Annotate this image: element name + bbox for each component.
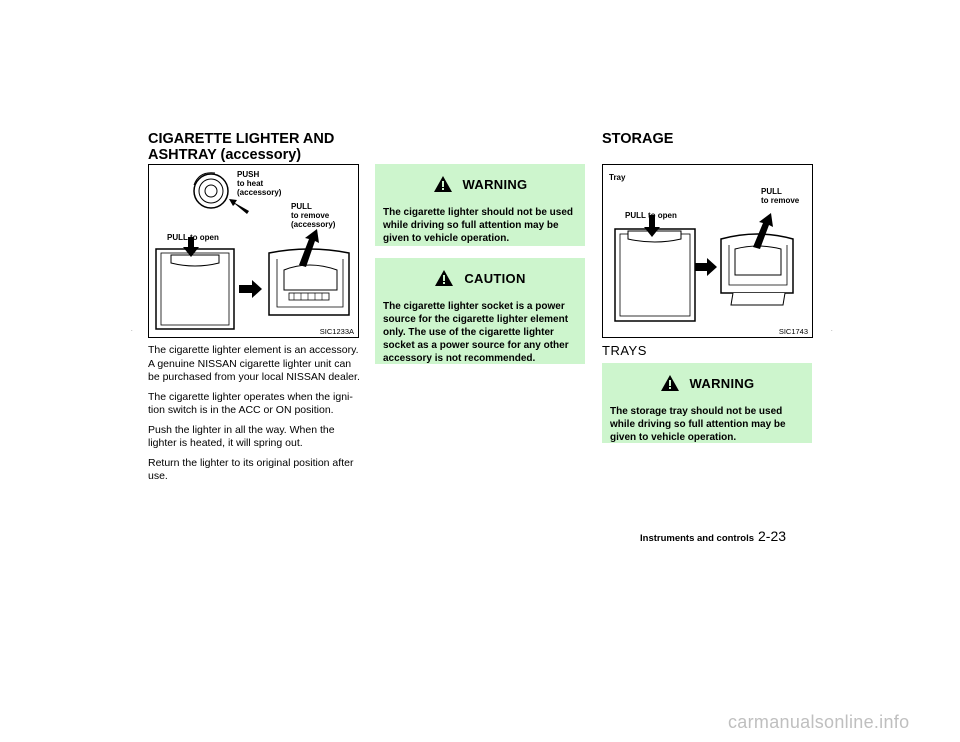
figure-code: SIC1743: [778, 327, 808, 336]
paragraph-2: The cigarette lighter operates when the igni- tion switch is in the ACC or ON position.: [148, 390, 353, 416]
paragraph-4: Return the lighter to its original position after use.: [148, 456, 354, 482]
caution-title: CAUTION: [464, 270, 526, 286]
footer-page-number: 2-23: [758, 528, 787, 544]
ashtray-open-drawing: [269, 229, 349, 315]
section-heading-cigarette-lighter: [148, 131, 378, 163]
ashtray-closed-drawing: [156, 237, 234, 329]
heading-line-2: ASHTRAY (accessory): [148, 147, 302, 163]
margin-tick: .: [131, 327, 133, 333]
warning-triangle-icon: [660, 374, 680, 392]
heading-line-1: CIGARETTE LIGHTER AND: [148, 131, 335, 147]
caution-text: The cigarette lighter socket is a power source for the cigarette lighter element only. The use of the cigarette lighter socket as a power source for any other accessory is not recommended.: [383, 301, 569, 364]
figure-label-pull-open: PULL to open: [625, 211, 677, 220]
figure-label-pull-remove: PULL to remove: [761, 187, 800, 205]
page-footer: [640, 528, 786, 544]
warning-text: The storage tray should not be used while driving so full attention may be given to vehicle operation.: [610, 406, 786, 443]
caution-header: [383, 266, 577, 290]
figure-label-pull-open: PULL to open: [167, 233, 219, 242]
warning-header: [610, 371, 804, 395]
warning-box-lighter: [375, 164, 585, 246]
tray-open-drawing: [721, 213, 793, 305]
figure-cigarette-lighter-ashtray: [148, 164, 359, 338]
paragraph-1: The cigarette lighter element is an accessory. A genuine NISSAN cigarette lighter unit can be purchased from your local NISSAN dealer.: [148, 344, 360, 383]
warning-text: The cigarette lighter should not be used while driving so full attention may be given to vehicle operation.: [383, 207, 574, 244]
warning-triangle-icon: [433, 175, 453, 193]
warning-title: WARNING: [689, 375, 755, 391]
right-arrow: [695, 258, 717, 276]
caution-triangle-icon: [434, 269, 454, 287]
figure-label-tray: Tray: [609, 173, 626, 182]
paragraph-3: Push the lighter in all the way. When the lighter is heated, it will spring out.: [148, 423, 335, 449]
left-body-text: [148, 344, 360, 490]
warning-title: WARNING: [462, 176, 528, 192]
subheading-trays: TRAYS: [602, 343, 647, 358]
lighter-knob-drawing: [194, 173, 228, 208]
push-arrow: [229, 199, 249, 214]
figure-storage-tray: [602, 164, 813, 338]
warning-box-tray: [602, 363, 812, 443]
figure-code: SIC1233A: [319, 327, 354, 336]
right-arrow: [239, 280, 262, 298]
margin-tick: .: [831, 327, 833, 333]
footer-section-label: Instruments and controls: [640, 533, 755, 544]
tray-closed-drawing: [615, 215, 695, 321]
caution-box-lighter: [375, 258, 585, 364]
figure-label-push: PUSH to heat (accessory): [237, 170, 282, 197]
warning-header: [383, 172, 577, 196]
figure-label-pull-remove: PULL to remove (accessory): [291, 202, 336, 229]
section-heading-storage: STORAGE: [602, 131, 674, 147]
watermark: carmanualsonline.info: [728, 712, 910, 732]
